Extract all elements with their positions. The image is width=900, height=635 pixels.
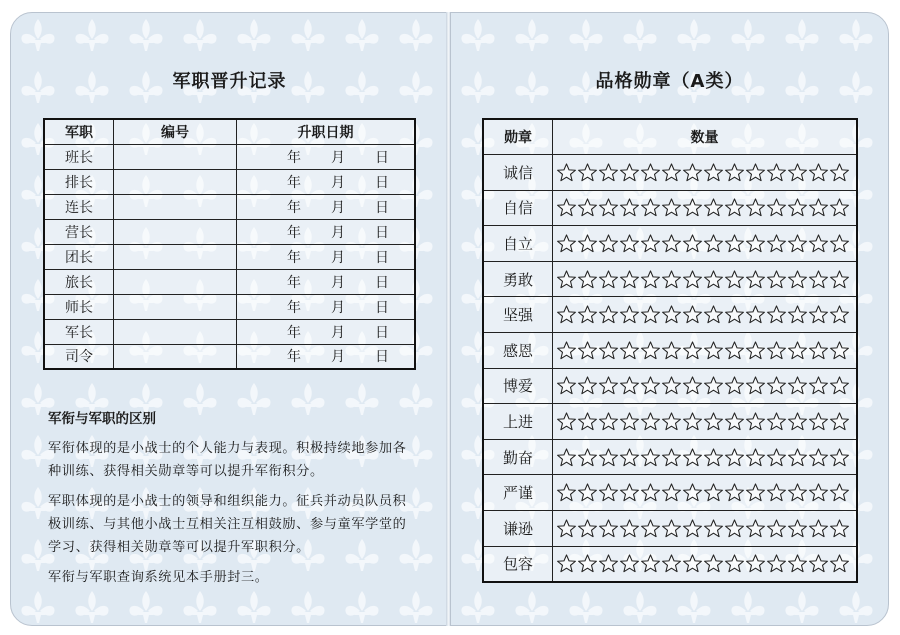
- number-field[interactable]: [114, 219, 237, 244]
- star-outline-icon[interactable]: [808, 304, 829, 325]
- table-row: [483, 261, 857, 297]
- star-outline-icon[interactable]: [577, 304, 598, 325]
- star-outline-icon[interactable]: [745, 304, 766, 325]
- star-rating: [553, 226, 858, 262]
- star-outline-icon[interactable]: [661, 447, 682, 468]
- medal-name: 包容: [483, 546, 553, 582]
- star-outline-icon[interactable]: [745, 340, 766, 361]
- date-unit-label: 年: [287, 249, 301, 266]
- star-outline-icon[interactable]: [640, 411, 661, 432]
- number-field[interactable]: [114, 294, 237, 319]
- medal-name: 自信: [483, 190, 553, 226]
- date-unit-label: 日: [375, 249, 389, 266]
- star-outline-icon[interactable]: [724, 269, 745, 290]
- medal-name: 上进: [483, 404, 553, 440]
- star-outline-icon[interactable]: [577, 447, 598, 468]
- table-row: [44, 244, 415, 269]
- number-field[interactable]: [114, 319, 237, 344]
- medal-name: 坚强: [483, 297, 553, 333]
- rank-name: 班长: [44, 144, 114, 169]
- table-row: [483, 475, 857, 511]
- table-row: [483, 511, 857, 547]
- star-outline-icon[interactable]: [577, 482, 598, 503]
- star-outline-icon[interactable]: [703, 447, 724, 468]
- star-outline-icon[interactable]: [766, 411, 787, 432]
- star-outline-icon[interactable]: [703, 518, 724, 539]
- star-outline-icon[interactable]: [598, 340, 619, 361]
- star-outline-icon[interactable]: [556, 553, 577, 574]
- date-unit-label: 日: [375, 199, 389, 216]
- star-outline-icon[interactable]: [745, 375, 766, 396]
- star-outline-icon[interactable]: [724, 340, 745, 361]
- date-unit-label: 年: [287, 274, 301, 291]
- star-outline-icon[interactable]: [598, 233, 619, 254]
- right-page: [450, 12, 889, 626]
- star-outline-icon[interactable]: [556, 162, 577, 183]
- star-rating: [553, 439, 858, 475]
- star-outline-icon[interactable]: [808, 233, 829, 254]
- star-outline-icon[interactable]: [766, 518, 787, 539]
- star-rating: [553, 511, 858, 547]
- star-outline-icon[interactable]: [682, 518, 703, 539]
- date-unit-label: 日: [375, 324, 389, 341]
- date-unit-label: 月: [331, 224, 345, 241]
- star-outline-icon[interactable]: [745, 233, 766, 254]
- table-row: [44, 194, 415, 219]
- star-outline-icon[interactable]: [724, 197, 745, 218]
- star-outline-icon[interactable]: [787, 269, 808, 290]
- star-outline-icon[interactable]: [703, 553, 724, 574]
- star-outline-icon[interactable]: [661, 482, 682, 503]
- star-outline-icon[interactable]: [598, 447, 619, 468]
- star-outline-icon[interactable]: [829, 162, 850, 183]
- star-outline-icon[interactable]: [556, 233, 577, 254]
- star-outline-icon[interactable]: [703, 375, 724, 396]
- star-outline-icon[interactable]: [556, 375, 577, 396]
- star-rating: [553, 475, 858, 511]
- star-rating: [553, 190, 858, 226]
- star-outline-icon[interactable]: [829, 482, 850, 503]
- star-outline-icon[interactable]: [703, 162, 724, 183]
- star-outline-icon[interactable]: [745, 162, 766, 183]
- date-field[interactable]: [237, 319, 416, 344]
- star-outline-icon[interactable]: [766, 233, 787, 254]
- star-outline-icon[interactable]: [682, 233, 703, 254]
- rank-name: 排长: [44, 169, 114, 194]
- star-outline-icon[interactable]: [619, 411, 640, 432]
- rank-notes: [48, 408, 420, 596]
- star-outline-icon[interactable]: [724, 447, 745, 468]
- star-rating: [553, 404, 858, 440]
- date-unit-label: 月: [331, 199, 345, 216]
- star-outline-icon[interactable]: [808, 197, 829, 218]
- star-outline-icon[interactable]: [766, 197, 787, 218]
- date-field[interactable]: [237, 294, 416, 319]
- star-outline-icon[interactable]: [682, 162, 703, 183]
- rank-name: 营长: [44, 219, 114, 244]
- number-field[interactable]: [114, 169, 237, 194]
- star-outline-icon[interactable]: [703, 340, 724, 361]
- star-outline-icon[interactable]: [640, 269, 661, 290]
- star-outline-icon[interactable]: [808, 411, 829, 432]
- star-outline-icon[interactable]: [640, 233, 661, 254]
- star-outline-icon[interactable]: [682, 304, 703, 325]
- date-unit-label: 日: [375, 224, 389, 241]
- date-unit-label: 年: [287, 299, 301, 316]
- star-outline-icon[interactable]: [808, 447, 829, 468]
- star-outline-icon[interactable]: [808, 269, 829, 290]
- star-outline-icon[interactable]: [577, 411, 598, 432]
- date-unit-label: 月: [331, 274, 345, 291]
- number-field[interactable]: [114, 244, 237, 269]
- page-title: 军职晋升记录: [172, 71, 287, 92]
- star-outline-icon[interactable]: [766, 162, 787, 183]
- star-rating: [553, 368, 858, 404]
- number-field[interactable]: [114, 269, 237, 294]
- notes-paragraph: 军职体现的是小战士的领导和组织能力。征兵并动员队员积极训练、与其他小战士互相关注互相鼓励、参与童军学堂的学习、获得相关勋章等可以提升军职积分。: [48, 494, 407, 555]
- star-outline-icon[interactable]: [682, 340, 703, 361]
- date-field[interactable]: [237, 344, 416, 369]
- star-outline-icon[interactable]: [577, 340, 598, 361]
- date-field[interactable]: [237, 169, 416, 194]
- table-row: [483, 368, 857, 404]
- table-row: [483, 226, 857, 262]
- star-outline-icon[interactable]: [829, 340, 850, 361]
- column-header-date: 升职日期: [237, 119, 416, 144]
- table-row: [483, 439, 857, 475]
- date-unit-label: 月: [331, 249, 345, 266]
- star-outline-icon[interactable]: [787, 375, 808, 396]
- star-outline-icon[interactable]: [808, 553, 829, 574]
- star-outline-icon[interactable]: [766, 553, 787, 574]
- star-outline-icon[interactable]: [766, 375, 787, 396]
- star-outline-icon[interactable]: [682, 269, 703, 290]
- date-unit-label: 月: [331, 174, 345, 191]
- table-row: [44, 144, 415, 169]
- star-outline-icon[interactable]: [682, 197, 703, 218]
- star-outline-icon[interactable]: [745, 411, 766, 432]
- rank-name: 军长: [44, 319, 114, 344]
- column-header-rank: 军职: [44, 119, 114, 144]
- left-page: [10, 12, 449, 626]
- star-outline-icon[interactable]: [766, 447, 787, 468]
- star-outline-icon[interactable]: [577, 197, 598, 218]
- date-unit-label: 年: [287, 324, 301, 341]
- star-outline-icon[interactable]: [556, 518, 577, 539]
- star-outline-icon[interactable]: [661, 411, 682, 432]
- date-unit-label: 月: [331, 324, 345, 341]
- notes-paragraph: 军衔与军职查询系统见本手册封三。: [48, 570, 269, 585]
- rank-name: 司令: [44, 344, 114, 369]
- star-outline-icon[interactable]: [787, 447, 808, 468]
- date-unit-label: 年: [287, 199, 301, 216]
- date-unit-label: 年: [287, 149, 301, 166]
- star-outline-icon[interactable]: [829, 197, 850, 218]
- star-outline-icon[interactable]: [682, 447, 703, 468]
- star-outline-icon[interactable]: [619, 233, 640, 254]
- star-outline-icon[interactable]: [640, 553, 661, 574]
- medal-name: 谦逊: [483, 511, 553, 547]
- table-row: [44, 344, 415, 369]
- medal-name: 诚信: [483, 155, 553, 191]
- star-outline-icon[interactable]: [682, 375, 703, 396]
- star-outline-icon[interactable]: [577, 162, 598, 183]
- star-outline-icon[interactable]: [787, 304, 808, 325]
- star-outline-icon[interactable]: [808, 482, 829, 503]
- star-outline-icon[interactable]: [619, 553, 640, 574]
- star-outline-icon[interactable]: [787, 482, 808, 503]
- star-outline-icon[interactable]: [556, 304, 577, 325]
- star-outline-icon[interactable]: [829, 411, 850, 432]
- star-outline-icon[interactable]: [598, 375, 619, 396]
- star-outline-icon[interactable]: [640, 304, 661, 325]
- star-outline-icon[interactable]: [661, 340, 682, 361]
- number-field[interactable]: [114, 194, 237, 219]
- star-outline-icon[interactable]: [829, 518, 850, 539]
- medal-name: 自立: [483, 226, 553, 262]
- date-unit-label: 月: [331, 349, 345, 366]
- table-row: [483, 155, 857, 191]
- date-unit-label: 年: [287, 224, 301, 241]
- star-outline-icon[interactable]: [703, 411, 724, 432]
- star-outline-icon[interactable]: [598, 304, 619, 325]
- star-outline-icon[interactable]: [724, 375, 745, 396]
- star-outline-icon[interactable]: [745, 482, 766, 503]
- star-outline-icon[interactable]: [829, 233, 850, 254]
- star-outline-icon[interactable]: [787, 233, 808, 254]
- date-unit-label: 日: [375, 349, 389, 366]
- star-outline-icon[interactable]: [619, 197, 640, 218]
- star-outline-icon[interactable]: [598, 162, 619, 183]
- star-outline-icon[interactable]: [724, 304, 745, 325]
- star-outline-icon[interactable]: [745, 553, 766, 574]
- star-outline-icon[interactable]: [703, 269, 724, 290]
- table-row: [44, 294, 415, 319]
- star-outline-icon[interactable]: [556, 340, 577, 361]
- star-outline-icon[interactable]: [640, 447, 661, 468]
- star-rating: [553, 155, 858, 191]
- rank-name: 团长: [44, 244, 114, 269]
- star-outline-icon[interactable]: [829, 447, 850, 468]
- star-outline-icon[interactable]: [745, 518, 766, 539]
- date-unit-label: 月: [331, 149, 345, 166]
- star-outline-icon[interactable]: [640, 197, 661, 218]
- star-outline-icon[interactable]: [724, 162, 745, 183]
- number-field[interactable]: [114, 344, 237, 369]
- star-outline-icon[interactable]: [619, 304, 640, 325]
- star-outline-icon[interactable]: [619, 269, 640, 290]
- date-unit-label: 年: [287, 349, 301, 366]
- star-outline-icon[interactable]: [745, 447, 766, 468]
- star-outline-icon[interactable]: [661, 269, 682, 290]
- star-outline-icon[interactable]: [619, 518, 640, 539]
- star-outline-icon[interactable]: [829, 375, 850, 396]
- table-row: [44, 269, 415, 294]
- star-rating: [553, 261, 858, 297]
- notes-paragraph: 军衔体现的是小战士的个人能力与表现。积极持续地参加各种训练、获得相关勋章等可以提升军衔积分。: [48, 441, 407, 479]
- star-outline-icon[interactable]: [619, 482, 640, 503]
- star-outline-icon[interactable]: [829, 553, 850, 574]
- date-unit-label: 日: [375, 299, 389, 316]
- table-row: [44, 219, 415, 244]
- date-unit-label: 日: [375, 274, 389, 291]
- star-outline-icon[interactable]: [661, 553, 682, 574]
- date-field[interactable]: [237, 144, 416, 169]
- table-row: [44, 169, 415, 194]
- star-outline-icon[interactable]: [661, 375, 682, 396]
- star-outline-icon[interactable]: [787, 162, 808, 183]
- star-outline-icon[interactable]: [577, 233, 598, 254]
- star-outline-icon[interactable]: [598, 411, 619, 432]
- star-outline-icon[interactable]: [724, 233, 745, 254]
- star-outline-icon[interactable]: [682, 411, 703, 432]
- page-title: 品格勋章（A类）: [595, 71, 744, 92]
- star-outline-icon[interactable]: [808, 162, 829, 183]
- character-medal-table: [482, 118, 858, 583]
- rank-name: 师长: [44, 294, 114, 319]
- star-outline-icon[interactable]: [556, 269, 577, 290]
- date-field[interactable]: [237, 244, 416, 269]
- star-outline-icon[interactable]: [808, 518, 829, 539]
- star-outline-icon[interactable]: [829, 269, 850, 290]
- star-outline-icon[interactable]: [724, 411, 745, 432]
- medal-name: 严谨: [483, 475, 553, 511]
- table-row: [483, 190, 857, 226]
- star-outline-icon[interactable]: [724, 553, 745, 574]
- date-unit-label: 月: [331, 299, 345, 316]
- star-outline-icon[interactable]: [640, 482, 661, 503]
- star-outline-icon[interactable]: [682, 553, 703, 574]
- rank-promotion-table: [43, 118, 416, 370]
- star-outline-icon[interactable]: [766, 269, 787, 290]
- star-outline-icon[interactable]: [598, 518, 619, 539]
- star-outline-icon[interactable]: [808, 375, 829, 396]
- star-outline-icon[interactable]: [682, 482, 703, 503]
- star-outline-icon[interactable]: [640, 162, 661, 183]
- date-unit-label: 年: [287, 174, 301, 191]
- star-outline-icon[interactable]: [577, 269, 598, 290]
- star-outline-icon[interactable]: [703, 197, 724, 218]
- table-row: [483, 333, 857, 369]
- column-header-count: 数量: [553, 119, 858, 155]
- date-field[interactable]: [237, 194, 416, 219]
- star-outline-icon[interactable]: [661, 233, 682, 254]
- column-header-number: 编号: [114, 119, 237, 144]
- star-outline-icon[interactable]: [556, 447, 577, 468]
- star-outline-icon[interactable]: [766, 304, 787, 325]
- notes-title: 军衔与军职的区别: [48, 411, 156, 427]
- star-outline-icon[interactable]: [724, 518, 745, 539]
- star-outline-icon[interactable]: [787, 411, 808, 432]
- date-field[interactable]: [237, 219, 416, 244]
- star-outline-icon[interactable]: [808, 340, 829, 361]
- number-field[interactable]: [114, 144, 237, 169]
- medal-name: 博爱: [483, 368, 553, 404]
- star-outline-icon[interactable]: [577, 553, 598, 574]
- star-outline-icon[interactable]: [745, 269, 766, 290]
- star-outline-icon[interactable]: [703, 233, 724, 254]
- star-outline-icon[interactable]: [619, 375, 640, 396]
- star-outline-icon[interactable]: [598, 197, 619, 218]
- star-outline-icon[interactable]: [598, 482, 619, 503]
- medal-name: 勇敢: [483, 261, 553, 297]
- star-outline-icon[interactable]: [703, 482, 724, 503]
- table-row: [483, 404, 857, 440]
- star-outline-icon[interactable]: [556, 197, 577, 218]
- date-field[interactable]: [237, 269, 416, 294]
- table-row: [483, 546, 857, 582]
- star-outline-icon[interactable]: [661, 304, 682, 325]
- star-rating: [553, 297, 858, 333]
- star-outline-icon[interactable]: [787, 340, 808, 361]
- star-outline-icon[interactable]: [703, 304, 724, 325]
- star-outline-icon[interactable]: [787, 197, 808, 218]
- medal-name: 感恩: [483, 333, 553, 369]
- star-outline-icon[interactable]: [787, 553, 808, 574]
- column-header-medal: 勋章: [483, 119, 553, 155]
- star-outline-icon[interactable]: [619, 447, 640, 468]
- rank-name: 旅长: [44, 269, 114, 294]
- star-outline-icon[interactable]: [829, 304, 850, 325]
- star-outline-icon[interactable]: [619, 162, 640, 183]
- rank-name: 连长: [44, 194, 114, 219]
- star-outline-icon[interactable]: [661, 162, 682, 183]
- star-outline-icon[interactable]: [556, 411, 577, 432]
- star-rating: [553, 546, 858, 582]
- star-outline-icon[interactable]: [766, 482, 787, 503]
- star-outline-icon[interactable]: [598, 269, 619, 290]
- star-outline-icon[interactable]: [577, 518, 598, 539]
- table-row: [483, 297, 857, 333]
- star-rating: [553, 333, 858, 369]
- table-row: [44, 319, 415, 344]
- date-unit-label: 日: [375, 174, 389, 191]
- date-unit-label: 日: [375, 149, 389, 166]
- star-outline-icon[interactable]: [619, 340, 640, 361]
- star-outline-icon[interactable]: [640, 340, 661, 361]
- star-outline-icon[interactable]: [661, 518, 682, 539]
- star-outline-icon[interactable]: [640, 518, 661, 539]
- star-outline-icon[interactable]: [766, 340, 787, 361]
- star-outline-icon[interactable]: [556, 482, 577, 503]
- star-outline-icon[interactable]: [787, 518, 808, 539]
- star-outline-icon[interactable]: [598, 553, 619, 574]
- medal-name: 勤奋: [483, 439, 553, 475]
- star-outline-icon[interactable]: [745, 197, 766, 218]
- star-outline-icon[interactable]: [640, 375, 661, 396]
- star-outline-icon[interactable]: [724, 482, 745, 503]
- star-outline-icon[interactable]: [661, 197, 682, 218]
- star-outline-icon[interactable]: [577, 375, 598, 396]
